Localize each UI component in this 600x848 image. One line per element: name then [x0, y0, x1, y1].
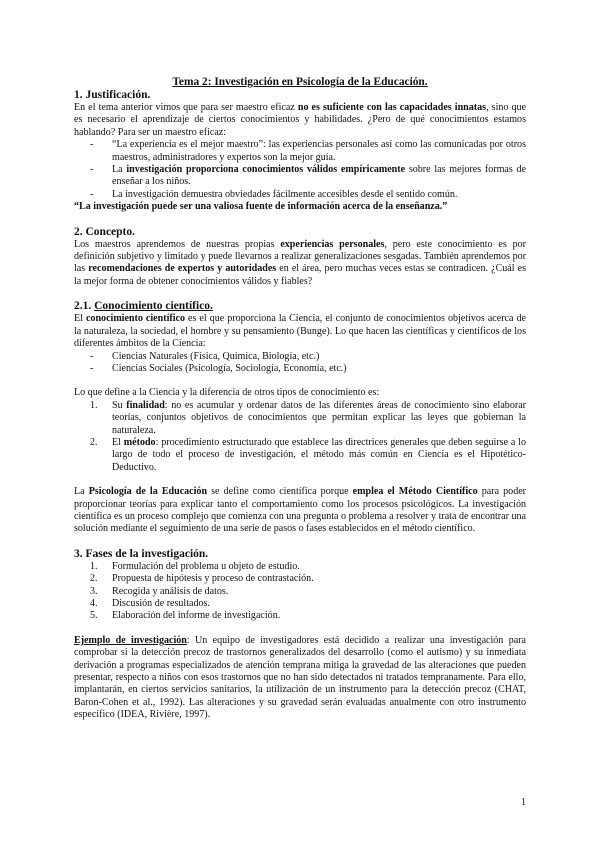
list-item: - Ciencias Sociales (Psicología, Sociología, Economía, etc.)	[90, 362, 347, 374]
section-1-quote: “La investigación puede ser una valiosa fuente de información acerca de la enseñanza.”	[74, 201, 448, 213]
psychology-education-paragraph: La Psicología de la Educación se define como científica porque emplea el Método Científico para poder proporcionar teorías para explicar tanto el comportamiento como los procesos psicológicos. La investigación científica es un proceso complejo que comienza con una pregunta o problema a resolver y trata de encontrar una solución mediante el seguimiento de una serie de pasos o fases establecidos en el método científico.	[74, 486, 527, 535]
list-item: - La investigación proporciona conocimientos válidos empíricamente sobre las mejores formas de enseñar a los niños.	[90, 164, 527, 188]
section-1-heading: 1. Justificación.	[74, 89, 151, 101]
science-definition-intro: Lo que define a la Ciencia y la diferencia de otros tipos de conocimiento es:	[74, 387, 380, 399]
list-item: 3. Recogida y análisis de datos.	[90, 585, 229, 597]
list-item: 1. Su finalidad: no es acumular y ordenar datos de las diferentes áreas de conocimiento sino elaborar teorías, conjuntos objetivos de conocimientos que permitan explicar las leyes que gobiernan la naturaleza.	[90, 399, 527, 436]
page-number: 1	[521, 797, 526, 808]
document-page	[74, 76, 526, 722]
section-2-1-heading: 2.1. Conocimiento científico.	[74, 300, 213, 313]
section-1-paragraph: En el tema anterior vimos que para ser maestro eficaz no es suficiente con las capacidades innatas, sino que es necesario el aprendizaje de ciertos conocimientos y habilidades. ¿Pero de qué conocimientos estamos hablando? Para ser un maestro eficaz:	[74, 102, 526, 138]
sciences-list	[74, 351, 526, 376]
list-item: - La investigación demuestra obviedades fácilmente accesibles desde el sentido común.	[90, 188, 458, 200]
list-item: 2. El método: procedimiento estructurado que establece las directrices generales que deben seguirse a lo largo de todo el proceso de investigación, el método más común en Ciencia es el Hipotético-Deductivo.	[90, 436, 526, 473]
section-1-list	[74, 139, 526, 201]
list-item: 1. Formulación del problema u objeto de estudio.	[90, 560, 300, 572]
science-features-list	[74, 400, 526, 474]
section-2-1-paragraph: El conocimiento científico es el que proporciona la Ciencia, el conjunto de conocimientos objetivos acerca de la naturaleza, la sociedad, el hombre y su pensamiento (Bunge). Lo que hacen las científicas y científicos de los diferentes ámbitos de la Ciencia:	[74, 313, 526, 350]
list-item: 4. Discusión de resultados.	[90, 598, 210, 609]
page-title: Tema 2: Investigación en Psicología de la Educación.	[172, 76, 428, 88]
list-item: - Ciencias Naturales (Física, Química, Biología, etc.)	[90, 350, 320, 362]
research-example: Ejemplo de investigación: Un equipo de investigadores está decidido a realizar una investigación para comprobar si la detección precoz de trastornos generalizados del desarrollo (como el autismo) y su inmediata derivación a programas especializados de atención temprana mitiga la gravedad de las alteraciones que pueden presentar, respecto a niños con esos trastornos que no han sido detectados ni tratados tempranamente. Para ello, implantarán, en ciertos servicios sanitarios, la utilización de un instrumento para la detección precoz (CHAT, Baron-Cohen et al., 1992). Las alteraciones y su gravedad serán evaluadas anualmente con otro instrumento específico (IDEA, Rivière, 1997).	[74, 634, 526, 721]
section-3-heading: 3. Fases de la investigación.	[74, 547, 209, 560]
section-2-heading: 2. Concepto.	[74, 225, 136, 238]
section-2-paragraph: Los maestros aprendemos de nuestras propias experiencias personales, pero este conocimiento es por definición subjetivo y limitado y puede llevarnos a realizar generalizaciones sesgadas. También aprendemos por las recomendaciones de expertos y autoridades en el área, pero muchas veces estas se contradicen. ¿Cuál es la mejor forma de obtener conocimientos válidos y fiables?	[74, 238, 526, 287]
list-item: 2. Propuesta de hipótesis y proceso de contrastación.	[90, 573, 314, 585]
phases-list	[74, 561, 526, 623]
list-item: 5. Elaboración del informe de investigación.	[90, 610, 281, 622]
list-item: - “La experiencia es el mejor maestro”: las experiencias personales así como las comunicadas por otros maestros, administradores y expertos son la mejor guía.	[90, 139, 526, 163]
